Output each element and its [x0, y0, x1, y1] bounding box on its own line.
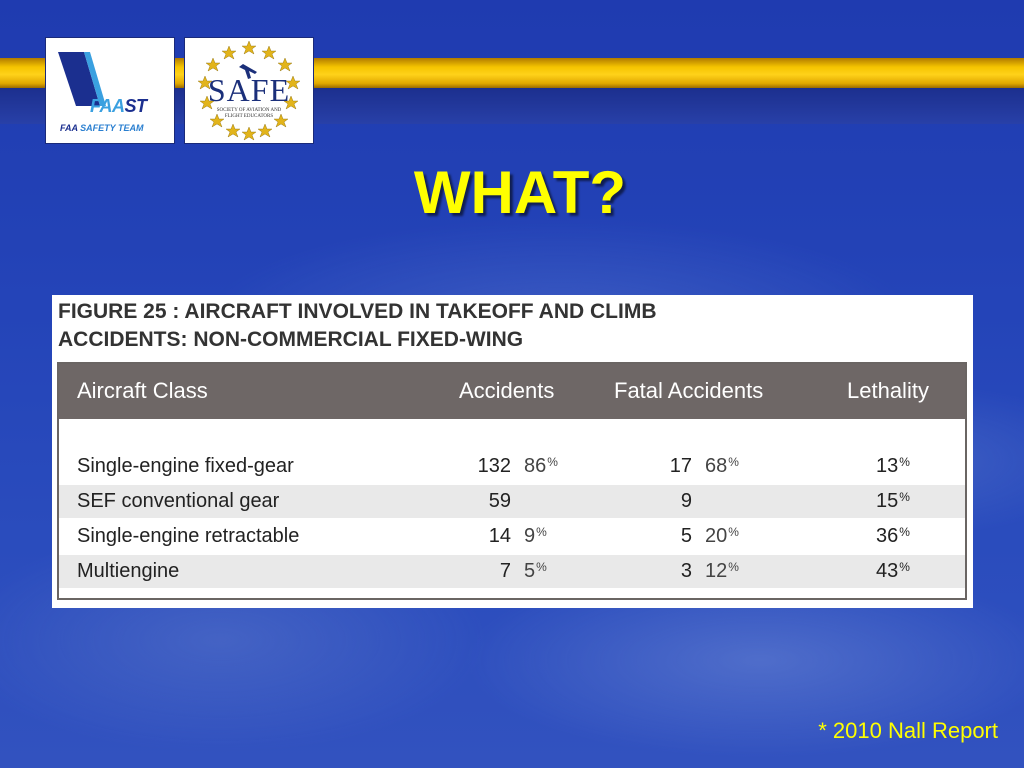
faast-logo: [45, 37, 175, 144]
cell-accidents: 132: [477, 455, 511, 477]
data-table: [57, 362, 967, 600]
cell-lethality: 15%: [876, 490, 910, 512]
column-header-accidents: Accidents: [459, 378, 555, 403]
source-footnote: * 2010 Nall Report: [818, 718, 998, 743]
safe-logo: [184, 37, 314, 144]
cell-fatal: 3: [680, 560, 692, 582]
cell-aircraft-class: Multiengine: [77, 560, 180, 582]
cell-accidents-pct: 5%: [524, 560, 547, 582]
cell-accidents-pct: 86%: [524, 455, 558, 477]
column-header-fatal-accidents: Fatal Accidents: [614, 378, 764, 403]
cell-fatal: 5: [680, 525, 692, 547]
column-header-lethality: Lethality: [847, 378, 929, 403]
table-header: [59, 364, 965, 419]
cell-lethality: 43%: [876, 560, 910, 582]
cell-accidents: 14: [488, 525, 511, 547]
safe-wordmark: SAFE: [207, 72, 291, 108]
cell-accidents: 59: [488, 490, 511, 512]
slide-title: WHAT?: [413, 159, 627, 226]
figure-panel: [52, 295, 973, 608]
cell-accidents: 7: [499, 560, 511, 582]
table-row: [59, 450, 965, 483]
cell-aircraft-class: Single-engine retractable: [77, 525, 300, 547]
table-row: [59, 555, 965, 588]
faast-team-label: FAA SAFETY TEAM: [60, 123, 144, 133]
cell-aircraft-class: SEF conventional gear: [77, 490, 280, 512]
column-header-aircraft-class: Aircraft Class: [77, 378, 208, 403]
cell-fatal: 9: [680, 490, 692, 512]
cell-lethality: 36%: [876, 525, 910, 547]
safe-subtitle: SOCIETY OF AVIATION AND FLIGHT EDUCATORS: [216, 108, 282, 119]
cell-aircraft-class: Single-engine fixed-gear: [77, 455, 294, 477]
cell-fatal: 17: [669, 455, 692, 477]
table-row: [59, 520, 965, 553]
cell-fatal-pct: 20%: [705, 525, 739, 547]
figure-caption: FIGURE 25 : AIRCRAFT INVOLVED IN TAKEOFF AND CLIMB ACCIDENTS: NON-COMMERCIAL FIXED-WING: [58, 300, 657, 351]
cell-fatal-pct: 68%: [705, 455, 739, 477]
cell-accidents-pct: 9%: [524, 525, 547, 547]
faast-wordmark: FAAST: [90, 96, 147, 116]
cell-fatal-pct: 12%: [705, 560, 739, 582]
table-row: [59, 485, 965, 518]
cell-lethality: 13%: [876, 455, 910, 477]
